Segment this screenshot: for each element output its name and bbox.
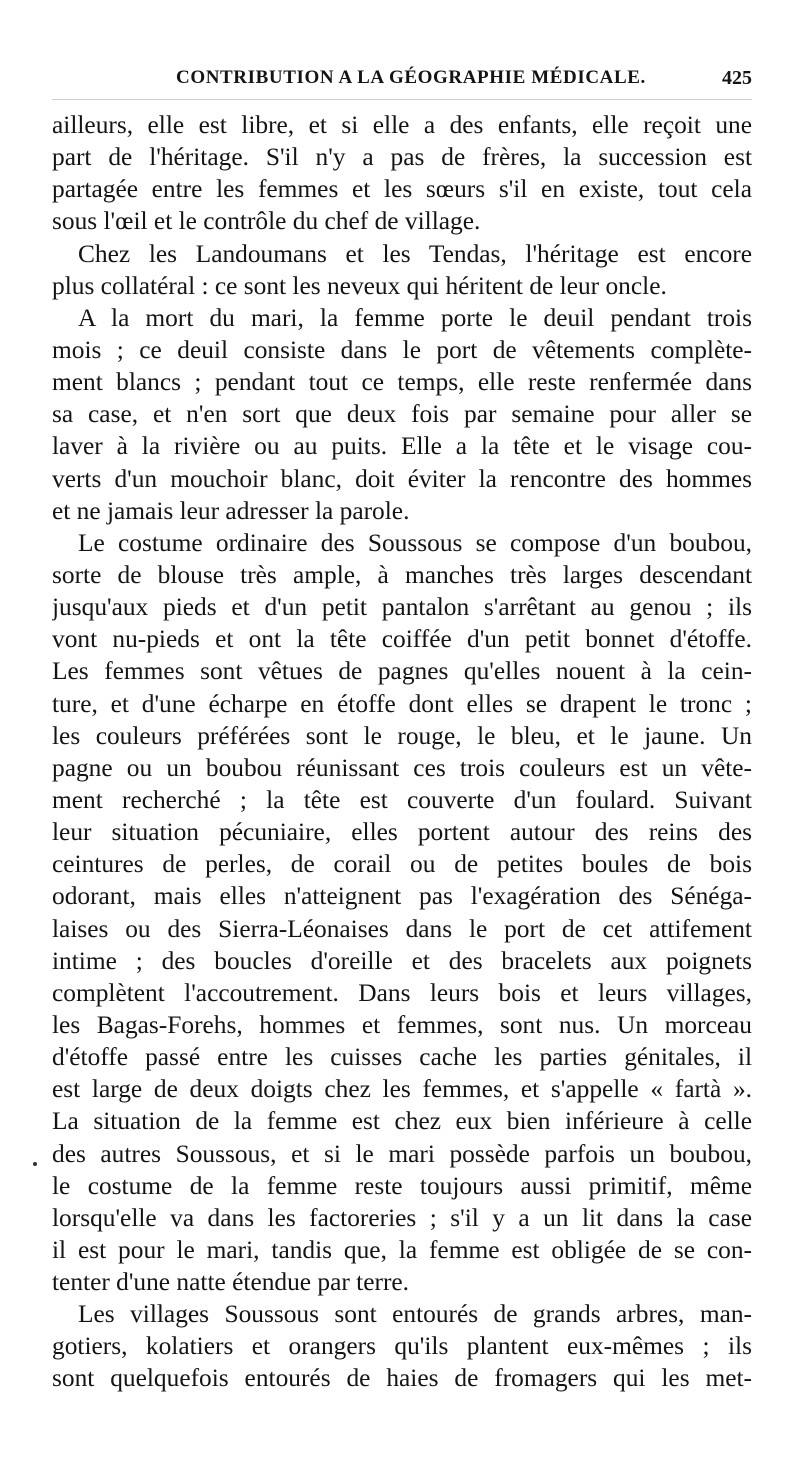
text-line: odorant, mais elles n'atteignent pas l'exagération des Sénéga- — [52, 882, 752, 911]
text-line: partagée entre les femmes et les sœurs s'il en existe, tout cela — [52, 175, 752, 204]
text-line: Les femmes sont vêtues de pagnes qu'elles nouent à la cein- — [52, 657, 752, 686]
text-line: ailleurs, elle est libre, et si elle a des enfants, elle reçoit une — [52, 111, 752, 139]
text-line: lorsqu'elle va dans les factoreries ; s'il y a un lit dans la case — [52, 1203, 752, 1232]
text-line: leur situation pécuniaire, elles portent autour des reins des — [52, 818, 752, 847]
text-line: et ne jamais leur adresser la parole. — [52, 496, 410, 525]
page-number: 425 — [722, 67, 752, 89]
running-head: CONTRIBUTION A LA GÉOGRAPHIE MÉDICALE. — [176, 67, 646, 88]
text-line: sont quelquefois entourés de haies de fromagers qui les met- — [52, 1364, 752, 1393]
text-line: laver à la rivière ou au puits. Elle a la tête et le visage cou- — [52, 432, 752, 461]
text-line: part de l'héritage. S'il n'y a pas de frères, la succession est — [52, 143, 752, 172]
text-line: La situation de la femme est chez eux bien inférieure à celle — [52, 1107, 752, 1136]
text-line: intime ; des boucles d'oreille et des bracelets aux poignets — [52, 946, 752, 975]
text-line: ment blancs ; pendant tout ce temps, elle reste renfermée dans — [52, 368, 752, 397]
text-line: Chez les Landoumans et les Tendas, l'héritage est encore — [78, 239, 752, 268]
text-line: vont nu-pieds et ont la tête coiffée d'un petit bonnet d'étoffe. — [52, 625, 752, 654]
text-line: complètent l'accoutrement. Dans leurs bois et leurs villages, — [52, 978, 752, 1007]
text-line: les couleurs préférées sont le rouge, le bleu, et le jaune. Un — [52, 721, 752, 750]
text-line: d'étoffe passé entre les cuisses cache les parties génitales, il — [52, 1043, 752, 1072]
text-line: ceintures de perles, de corail ou de petites boules de bois — [52, 850, 752, 879]
body-text — [52, 109, 752, 1395]
text-line: sa case, et n'en sort que deux fois par semaine pour aller se — [52, 400, 752, 429]
text-line: des autres Soussous, et si le mari possède parfois un boubou, — [52, 1139, 752, 1168]
text-line: plus collatéral : ce sont les neveux qui héritent de leur oncle. — [52, 271, 667, 300]
text-line: le costume de la femme reste toujours aussi primitif, même — [52, 1171, 752, 1200]
text-line: il est pour le mari, tandis que, la femme est obligée de se con- — [52, 1235, 752, 1264]
text-line: sous l'œil et le contrôle du chef de village. — [52, 207, 481, 236]
text-line: Les villages Soussous sont entourés de grands arbres, man- — [78, 1300, 752, 1329]
text-line: laises ou des Sierra-Léonaises dans le port de cet attifement — [52, 914, 752, 943]
text-line: tenter d'une natte étendue par terre. — [52, 1268, 410, 1297]
text-line: Le costume ordinaire des Soussous se compose d'un boubou, — [78, 528, 752, 557]
text-line: A la mort du mari, la femme porte le deuil pendant trois — [78, 303, 752, 332]
margin-mark — [33, 1162, 37, 1166]
text-line: les Bagas-Forehs, hommes et femmes, sont nus. Un morceau — [52, 1010, 752, 1039]
text-line: verts d'un mouchoir blanc, doit éviter la rencontre des hommes — [52, 464, 752, 493]
text-line: sorte de blouse très ample, à manches très larges descendant — [52, 560, 752, 589]
header-divider — [52, 99, 752, 100]
text-line: mois ; ce deuil consiste dans le port de vêtements complète- — [52, 335, 752, 364]
text-line: pagne ou un boubou réunissant ces trois couleurs est un vête- — [52, 753, 752, 782]
text-line: ment recherché ; la tête est couverte d'un foulard. Suivant — [52, 785, 752, 814]
text-line: ture, et d'une écharpe en étoffe dont elles se drapent le tronc ; — [52, 689, 752, 718]
text-line: gotiers, kolatiers et orangers qu'ils plantent eux-mêmes ; ils — [52, 1332, 752, 1361]
text-line: est large de deux doigts chez les femmes, et s'appelle « fartà ». — [52, 1075, 752, 1104]
page-header — [52, 67, 752, 97]
text-line: jusqu'aux pieds et d'un petit pantalon s'arrêtant au genou ; ils — [52, 593, 752, 622]
